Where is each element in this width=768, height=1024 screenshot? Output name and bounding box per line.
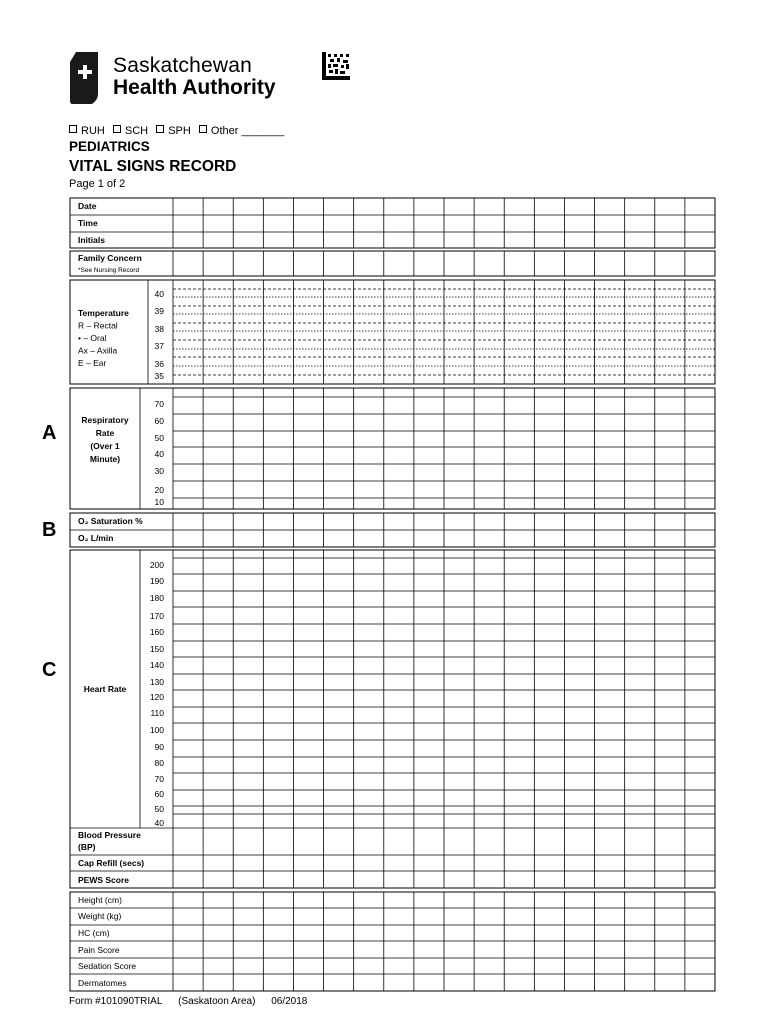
heart-rate-tick: 90 [154, 742, 164, 752]
measurement-label: Height (cm) [78, 895, 122, 905]
org-name-line2: Health Authority [113, 76, 276, 99]
page-indicator: Page 1 of 2 [69, 178, 126, 190]
o2-saturation-label: O₂ Saturation % [78, 516, 143, 526]
respiratory-tick: 50 [154, 433, 164, 443]
site-option-sch[interactable]: SCH [113, 125, 148, 137]
site-option-ruh[interactable]: RUH [69, 125, 105, 137]
temperature-tick: 35 [154, 371, 164, 381]
temperature-tick: 38 [154, 324, 164, 334]
date-label: Date [78, 201, 97, 211]
temperature-tick: 40 [154, 289, 164, 299]
form-title: VITAL SIGNS RECORD [69, 158, 237, 175]
org-name-line1: Saskatchewan [113, 54, 252, 77]
heart-rate-tick: 60 [154, 789, 164, 799]
respiratory-tick: 70 [154, 399, 164, 409]
family-concern-note: *See Nursing Record [78, 267, 140, 274]
respiratory-tick: 20 [154, 485, 164, 495]
family-concern-label: Family Concern [78, 253, 142, 263]
section-family-concern [70, 251, 715, 276]
form-area: (Saskatoon Area) [178, 996, 256, 1007]
form-footer [69, 996, 320, 1007]
heart-rate-tick: 130 [149, 677, 164, 687]
heart-rate-tick: 50 [154, 804, 164, 814]
heart-rate-tick: 40 [154, 818, 164, 828]
heart-rate-tick: 80 [154, 758, 164, 768]
heart-rate-tick: 190 [149, 576, 164, 586]
section-header-rows [70, 198, 715, 248]
o2-flow-label: O₂ L/min [78, 533, 114, 543]
respiratory-label: Respiratory [81, 415, 129, 425]
respiratory-tick: 40 [154, 449, 164, 459]
form-category: PEDIATRICS [69, 139, 150, 154]
respiratory-tick: 30 [154, 466, 164, 476]
respiratory-tick: 60 [154, 416, 164, 426]
heart-rate-tick: 100 [149, 725, 164, 735]
heart-rate-label: Heart Rate [83, 684, 127, 694]
heart-rate-tick: 160 [149, 627, 164, 637]
site-option-sph[interactable]: SPH [156, 125, 191, 137]
site-option-other[interactable]: Other _______ [199, 125, 284, 137]
heart-rate-tick: 200 [149, 560, 164, 570]
heart-rate-tick: 70 [154, 774, 164, 784]
respiratory-label: (Over 1 [90, 441, 120, 451]
form-number: Form #101090TRIAL [69, 996, 163, 1007]
measurement-label: Sedation Score [78, 961, 137, 971]
section-marker-c: C [42, 659, 57, 681]
blood-pressure-label: Blood Pressure [78, 830, 141, 840]
section-marker-a: A [42, 422, 57, 444]
temperature-legend: E – Ear [78, 358, 107, 368]
time-label: Time [78, 218, 98, 228]
heart-rate-tick: 170 [149, 611, 164, 621]
heart-rate-tick: 120 [149, 692, 164, 702]
form-date: 06/2018 [271, 996, 308, 1007]
initials-label: Initials [78, 235, 105, 245]
respiratory-label: Minute) [89, 454, 121, 464]
measurement-label: Dermatomes [78, 978, 127, 988]
section-measurements [70, 892, 715, 991]
heart-rate-tick: 150 [149, 644, 164, 654]
temperature-legend: • – Oral [78, 333, 107, 343]
temperature-tick: 39 [154, 306, 164, 316]
heart-rate-tick: 140 [149, 660, 164, 670]
temperature-tick: 36 [154, 359, 164, 369]
section-marker-b: B [42, 519, 57, 541]
temperature-label: Temperature [78, 308, 129, 318]
measurement-label: Weight (kg) [78, 911, 122, 921]
pews-score-label: PEWS Score [78, 875, 130, 885]
cap-refill-label: Cap Refill (secs) [78, 858, 145, 868]
temperature-legend: Ax – Axilla [78, 345, 118, 356]
section-respiratory [70, 388, 715, 509]
measurement-label: HC (cm) [78, 928, 110, 938]
section-temperature [70, 280, 715, 384]
blood-pressure-label: (BP) [78, 842, 96, 852]
respiratory-tick: 10 [154, 497, 164, 507]
heart-rate-tick: 110 [150, 708, 164, 718]
measurement-label: Pain Score [78, 945, 120, 955]
heart-rate-tick: 180 [149, 593, 164, 603]
temperature-legend: R – Rectal [78, 320, 118, 331]
temperature-tick: 37 [154, 341, 164, 351]
respiratory-label: Rate [95, 428, 115, 438]
section-heart-rate [70, 550, 715, 888]
